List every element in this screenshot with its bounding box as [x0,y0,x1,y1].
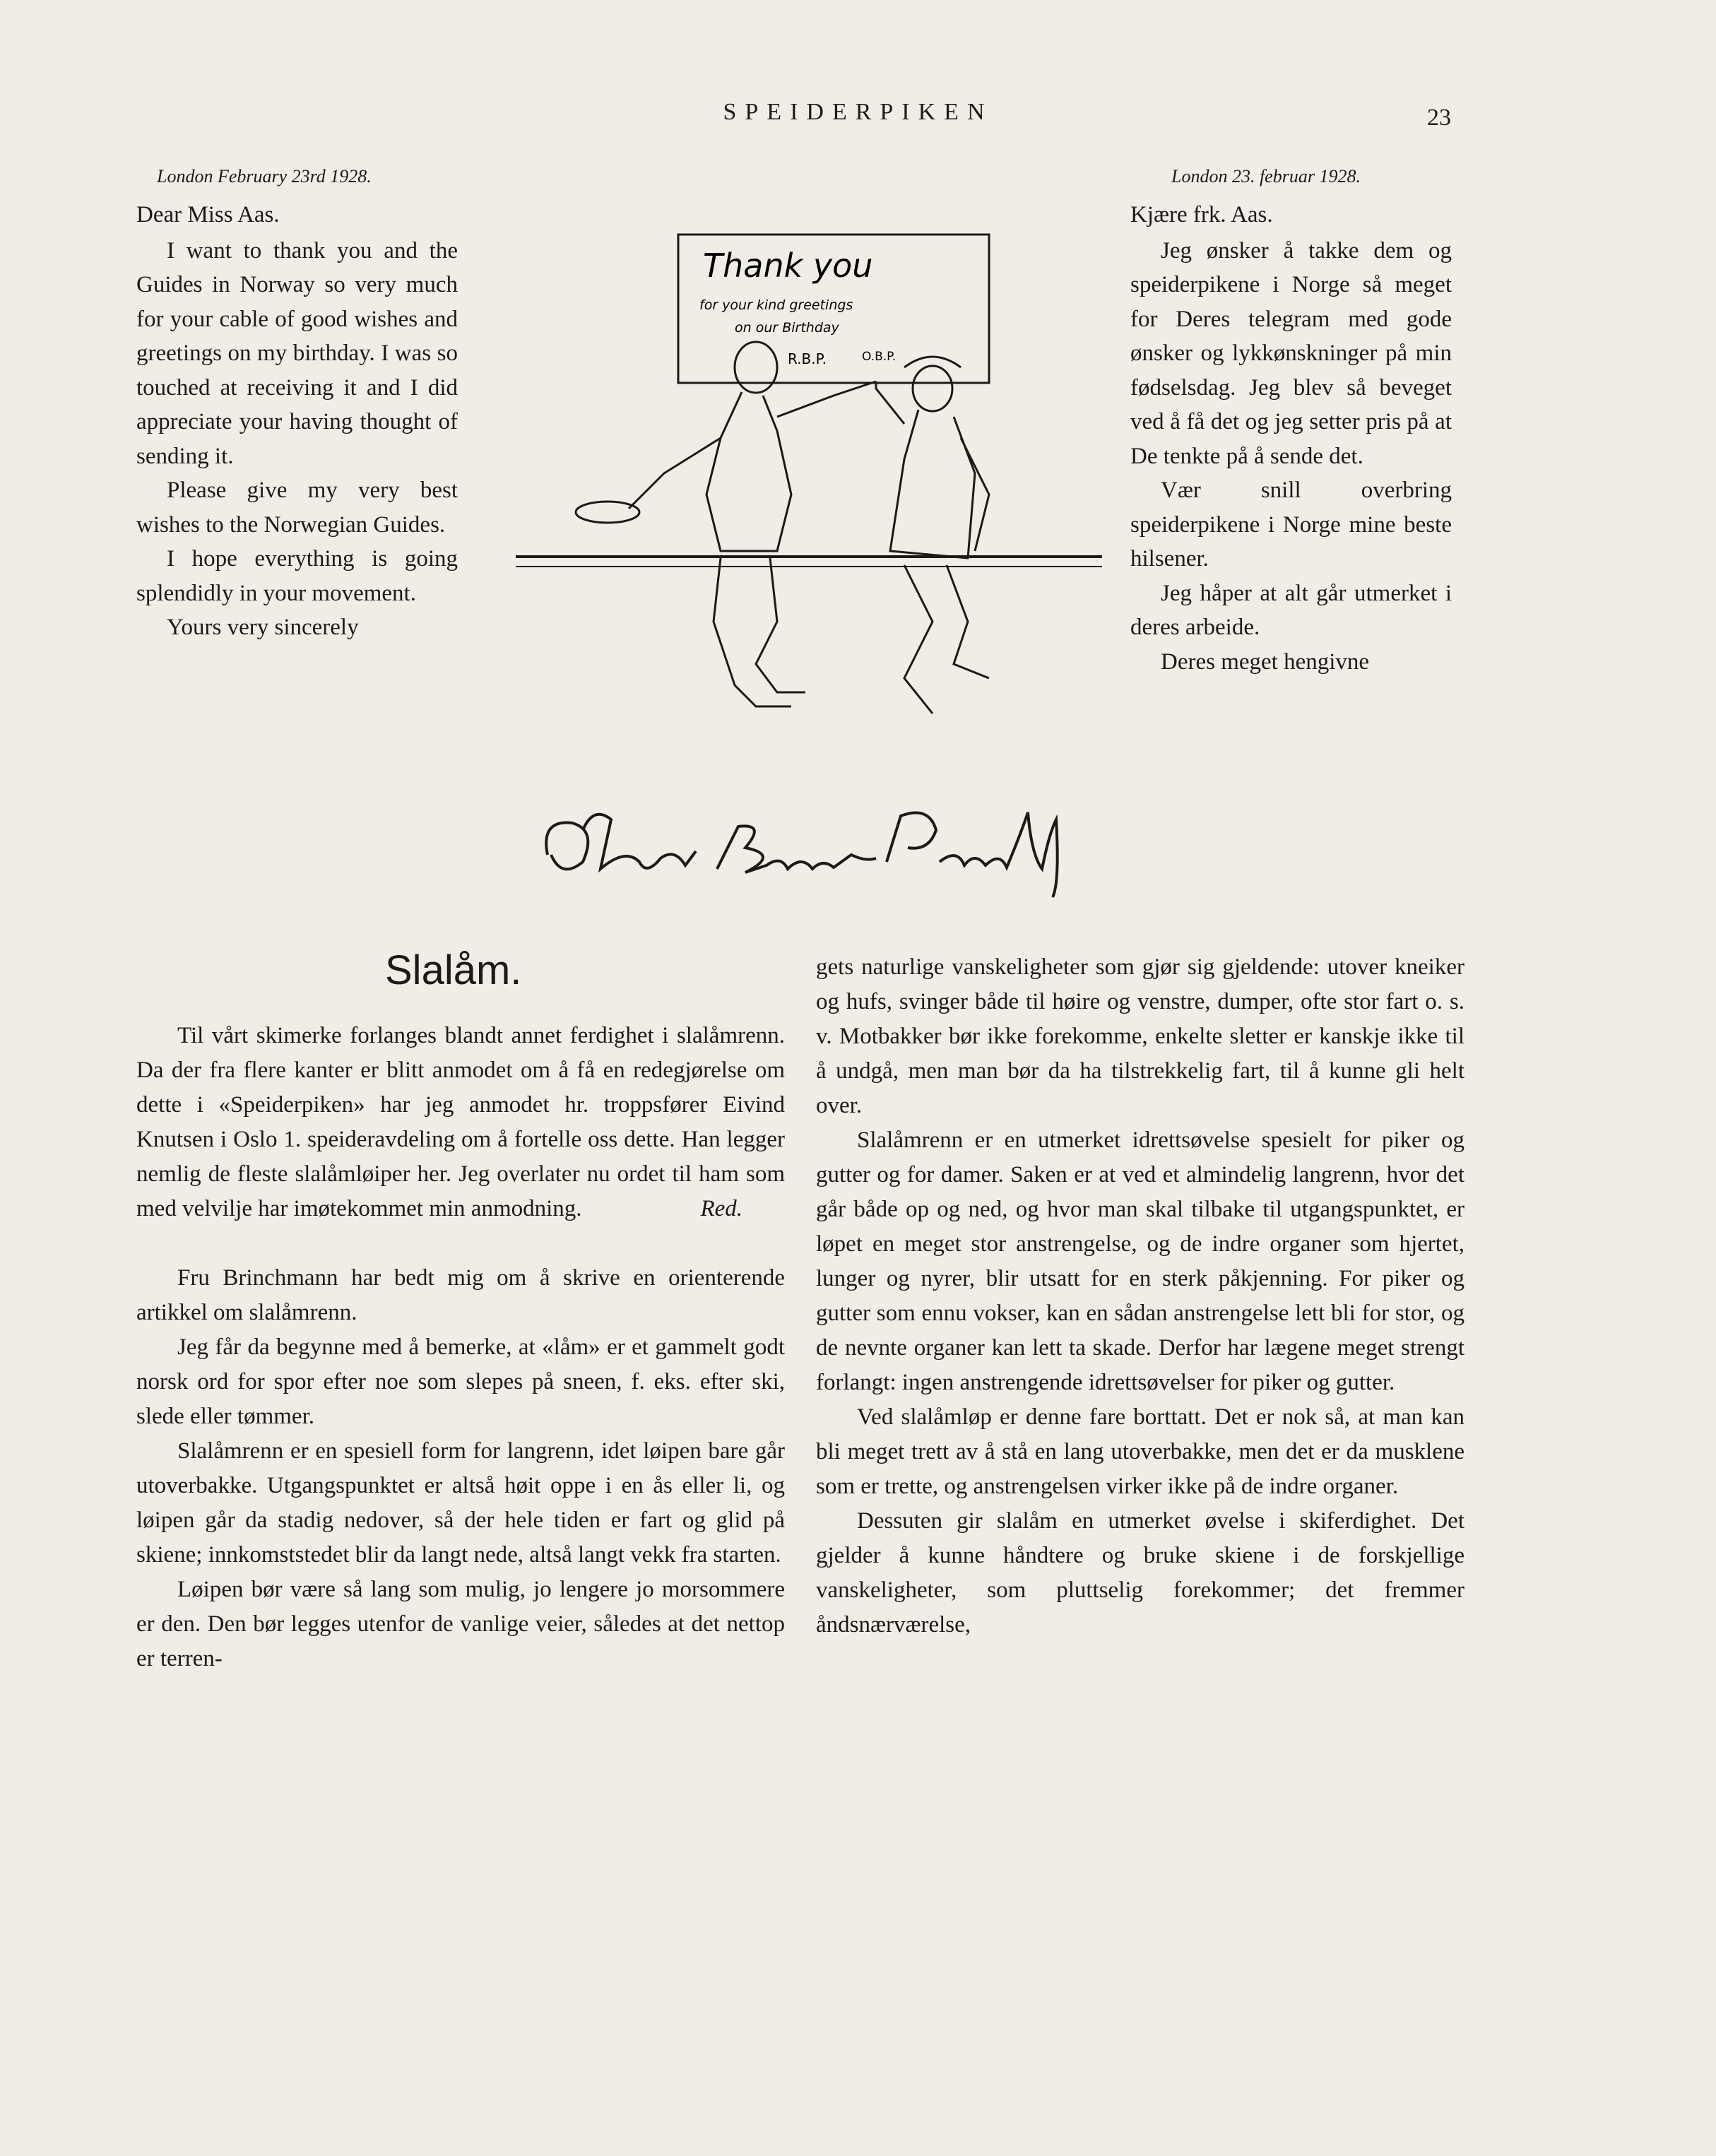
article-column-2 [816,950,1464,1642]
article-intro [136,1019,785,1226]
letter-paragraph: Jeg håper at alt går utmerket i deres arbeide. [1130,580,1452,640]
scout-figure [576,342,876,706]
article-paragraph: Slalåmrenn er en spesiell form for langrenn, idet løipen bare går utoverbakke. Utgangspunktet er altså høit oppe i en ås eller li, og løipen går da stadig nedover, så der hele tiden er fart og glid på skiene; innkomststedet blir da langt nede, altså langt vekk fra starten. [136,1438,785,1568]
article-paragraph: Løipen bør være så lang som mulig, jo lengere jo morsommere er den. Den bør legges utenfor de vanlige veier, således at det nettop er terren- [136,1577,785,1671]
salutation-english: Dear Miss Aas. [136,202,280,227]
dateline-norwegian: London 23. februar 1928. [1171,166,1361,186]
initials-right: O.B.P. [862,350,897,364]
dateline-english: London February 23rd 1928. [157,166,372,186]
sign-title: Thank you [703,247,873,285]
article-paragraph: Fru Brinchmann har bedt mig om å skrive en orienterende artikkel om slalåmrenn. [136,1265,785,1325]
signature-olave-baden-powell [533,791,1070,904]
letter-paragraph: Jeg ønsker å takke dem og speiderpikene i Norge så meget for Deres telegram med gode ønsker og lykkønskninger på min fødselsdag. Jeg blev så beveget ved å få det og jeg setter pris på at De tenkte på å sende det. [1130,237,1452,469]
letter-norwegian [1130,198,1452,679]
editor-signature: Red. [700,1196,742,1221]
initials-left: R.B.P. [788,350,827,367]
closing-english: Yours very sincerely [167,615,359,640]
salutation-norwegian: Kjære frk. Aas. [1130,202,1273,227]
page-number: 23 [1427,105,1451,131]
letter-english [136,198,458,645]
closing-norwegian: Deres meget hengivne [1161,648,1370,675]
sign-line-1: for your kind greetings [699,297,853,313]
intro-text: Til vårt skimerke forlanges blandt annet ferdighet i slalåmrenn. Da der fra flere kanter er blitt anmodet om å få en redegjørelse om dette i «Speiderpiken» har jeg anmodet hr. troppsfører Eivind Knutsen i Oslo 1. speideravdeling om å fortelle oss dette. Han legger nemlig de fleste slalåmløiper her. Jeg overlater nu ordet til ham som med velvilje har imøtekommet min anmodning. [136,1023,785,1221]
article-paragraph: Slalåmrenn er en utmerket idrettsøvelse spesielt for piker og gutter og for damer. Saken er at ved et almindelig langrenn, hvor det går både op og ned, og hvor man skal tilbake til utgangspunktet, er løpet en meget stor anstrengelse, og de indre organer som hjertet, lunger og nyrer, blir utsatt for en sterk påkjenning. For piker og gutter som ennu vokser, kan en sådan anstrengelse lett bli for stor, og de nevnte organer kan lett ta skade. Derfor har lægene meget strengt forlangt: ingen anstrengende idrettsøvelser for piker og gutter. [816,1127,1464,1395]
letter-paragraph: Please give my very best wishes to the Norwegian Guides. [136,478,458,538]
article-paragraph: Ved slalåmløp er denne fare borttatt. Det er nok så, at man kan bli meget trett av å stå en lang utoverbakke, men det er da musklene som er trette, og anstrengelsen virker ikke på de indre organer. [816,1404,1464,1499]
running-header: SPEIDERPIKEN [723,99,993,125]
article-title: Slalåm. [385,947,522,993]
guide-figure [876,357,989,713]
article-paragraph-continued: gets naturlige vanskeligheter som gjør sig gjeldende: utover kneiker og hufs, svinger både til høire og venstre, dumper, ofte stor fart o. s. v. Motbakker bør ikke forekomme, enkelte sletter er kanskje ikke til å undgå, men man bør da ha tilstrekkelig fart, til å kunne gli helt over. [816,954,1464,1118]
sign-line-2: on our Birthday [735,320,839,336]
thank-you-cartoon [509,226,1109,735]
letter-paragraph: I want to thank you and the Guides in Norway so very much for your cable of good wishes and greetings on my birthday. I was so touched at receiving it and I did appreciate your having thought of sending it. [136,237,458,469]
article-column-1 [136,1019,785,1676]
letter-paragraph: Vær snill overbring speiderpikene i Norge mine beste hilsener. [1130,478,1452,571]
article-paragraph: Jeg får da begynne med å bemerke, at «låm» er et gammelt godt norsk ord for spor efter noe som slepes på sneen, f. eks. efter ski, slede eller tømmer. [136,1334,785,1429]
letter-paragraph: I hope everything is going splendidly in your movement. [136,546,458,606]
article-paragraph: Dessuten gir slalåm en utmerket øvelse i skiferdighet. Det gjelder å kunne håndtere og bruke skiene i de forskjellige vanskeligheter, som pluttselig forekommer; det fremmer åndsnærværelse, [816,1508,1464,1637]
